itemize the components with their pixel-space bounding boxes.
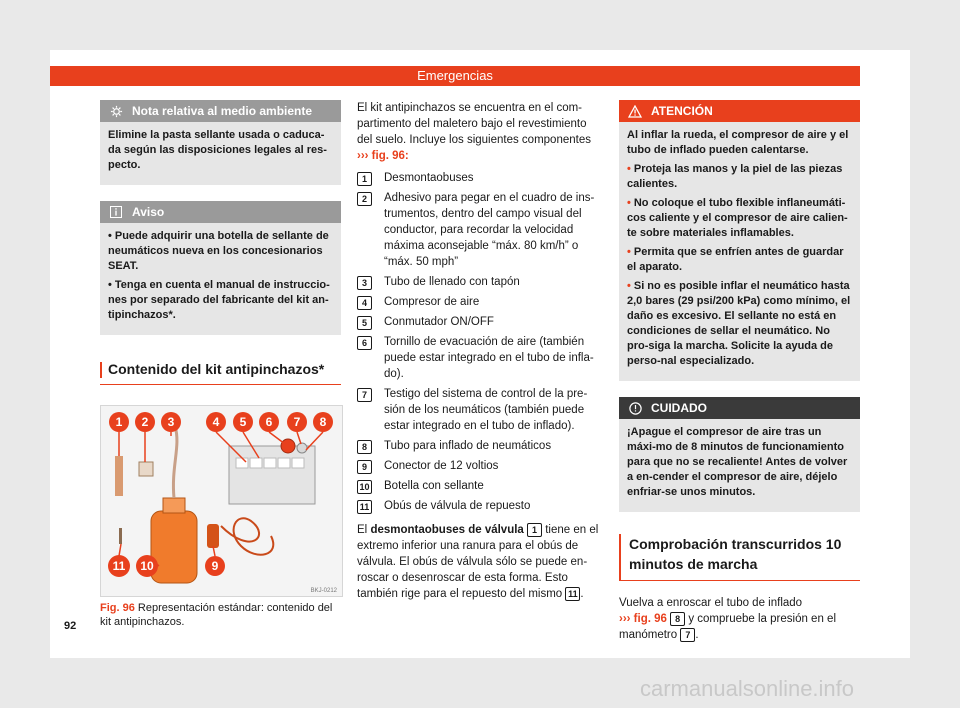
component-number: 6	[357, 336, 372, 350]
figure-caption-text: Representación estándar: contenido del kit antipinchazos.	[100, 602, 333, 629]
atencion-lead: Al inflar la rueda, el compresor de aire y el tubo de inflado pueden calentarse.	[627, 129, 849, 156]
aviso-item: • Tenga en cuenta el manual de instruccio-nes por separado del fabricante del kit an-tipinchazos*.	[108, 279, 330, 321]
component-number: 5	[357, 316, 372, 330]
cuidado-box	[619, 397, 860, 512]
ref-number: 11	[565, 587, 580, 601]
callout-10: 10	[140, 559, 154, 574]
figure-code: BKJ-0212	[310, 588, 337, 595]
aviso-item: • Puede adquirir una botella de sellante de neumáticos nueva en los concesionarios SEAT.	[108, 230, 329, 272]
component-number: 10	[357, 480, 372, 494]
callout-4: 4	[212, 415, 220, 430]
component-item	[357, 498, 604, 514]
aviso-box	[100, 201, 341, 335]
outro-paragraph: El desmontaobuses de válvula 1 tiene en el extremo inferior una ranura para el obús de válvula. El obús de válvula sólo se puede en-roscar o desenroscar de esta forma. Esto también rige para el repuesto del mismo 11 .	[357, 524, 599, 600]
section-title-check: Comprobación transcurridos 10 minutos de marcha	[619, 534, 860, 581]
callout-8: 8	[319, 415, 327, 430]
component-number: 11	[357, 500, 372, 514]
callout-3: 3	[167, 415, 175, 430]
callout-5: 5	[239, 415, 247, 430]
valve-tool-term: desmontaobuses de válvula	[370, 524, 524, 536]
leaf-icon	[108, 103, 124, 119]
alert-circle-icon	[627, 400, 643, 416]
component-text: Desmontaobuses	[384, 172, 474, 184]
components-list	[357, 170, 604, 514]
component-text: Tubo para inflado de neumáticos	[384, 440, 552, 452]
info-icon	[108, 204, 124, 220]
atencion-box	[619, 100, 860, 381]
kit-illustration	[101, 406, 342, 596]
atencion-body	[619, 122, 860, 381]
callout-9: 9	[211, 559, 219, 574]
section-title-kit: Contenido del kit antipinchazos*	[100, 361, 341, 385]
page-header: Emergencias	[50, 66, 860, 86]
atencion-item: • Proteja las manos y la piel de las piezas calientes.	[627, 163, 843, 190]
warning-icon	[627, 103, 643, 119]
cuidado-header	[619, 397, 860, 419]
ref-number: 1	[527, 523, 542, 537]
component-number: 3	[357, 276, 372, 290]
figure-caption	[100, 601, 341, 629]
component-text: Compresor de aire	[384, 296, 480, 308]
column-left	[100, 100, 341, 629]
environment-note-header	[100, 100, 341, 122]
page-number: 92	[64, 620, 77, 632]
component-item	[357, 274, 604, 290]
column-right	[619, 100, 860, 643]
component-item	[357, 294, 604, 310]
ref-number: 7	[680, 628, 695, 642]
atencion-item: • Permita que se enfríen antes de guardar el aparato.	[627, 246, 844, 273]
component-text: Adhesivo para pegar en el cuadro de ins-trumentos, dentro del campo visual del conductor, para recordar la velocidad máxima aconsejable “máx. 80 km/h” o “máx. 50 mph”	[384, 192, 595, 268]
component-text: Obús de válvula de repuesto	[384, 500, 531, 512]
kit-figure	[100, 405, 343, 597]
component-item	[357, 386, 604, 434]
callout-6: 6	[265, 415, 273, 430]
component-number: 9	[357, 460, 372, 474]
component-number: 8	[357, 440, 372, 454]
callout-1: 1	[115, 415, 123, 430]
component-item	[357, 458, 604, 474]
watermark-logo: carmanualsonline.info	[640, 676, 855, 701]
ref-number: 8	[670, 612, 685, 626]
component-text: Botella con sellante	[384, 480, 484, 492]
aviso-body	[100, 223, 341, 335]
callout-7: 7	[293, 415, 301, 430]
component-number: 1	[357, 172, 372, 186]
column-middle	[357, 100, 604, 602]
environment-note-box	[100, 100, 341, 185]
figure-ref-link[interactable]: ››› fig. 96	[619, 613, 667, 625]
component-text: Tubo de llenado con tapón	[384, 276, 520, 288]
component-number: 2	[357, 192, 372, 206]
figure-label: Fig. 96	[100, 602, 135, 615]
intro-paragraph: El kit antipinchazos se encuentra en el com-partimento del maletero bajo el revestimiento del suelo. Incluye los siguientes componentes ››› fig. 96:	[357, 102, 591, 162]
cuidado-body	[619, 419, 860, 512]
environment-note-title: Nota relativa al medio ambiente	[132, 104, 313, 118]
callout-2: 2	[141, 415, 149, 430]
component-text: Testigo del sistema de control de la pre-sión de los neumáticos (también puede estar integrado en el tubo de inflado).	[384, 388, 588, 432]
atencion-item: • No coloque el tubo flexible inflaneumáti-cos caliente y el compresor de aire calien-te sobre materiales inflamables.	[627, 197, 848, 239]
figure-ref-link[interactable]: ››› fig. 96:	[357, 150, 409, 162]
component-item	[357, 170, 604, 186]
cuidado-title: CUIDADO	[651, 401, 707, 415]
component-text: Conmutador ON/OFF	[384, 316, 494, 328]
component-item	[357, 190, 604, 270]
check-paragraph: Vuelva a enroscar el tubo de inflado ››› fig. 96 8 y compruebe la presión en el manómetro 7 .	[619, 597, 836, 641]
component-text: Tornillo de evacuación de aire (también puede estar integrado en el tubo de infla-do).	[384, 336, 594, 380]
component-text: Conector de 12 voltios	[384, 460, 499, 472]
atencion-title: ATENCIÓN	[651, 104, 713, 118]
component-item	[357, 334, 604, 382]
component-number: 7	[357, 388, 372, 402]
component-item	[357, 314, 604, 330]
aviso-header	[100, 201, 341, 223]
component-item	[357, 438, 604, 454]
component-item	[357, 478, 604, 494]
aviso-title: Aviso	[132, 205, 165, 219]
atencion-header	[619, 100, 860, 122]
cuidado-text: ¡Apague el compresor de aire tras un máxi-mo de 8 minutos de funcionamiento para que no se recaliente! Antes de volver a en-cender el compresor de aire, déjelo enfriar-se unos minutos.	[627, 426, 848, 498]
callout-11: 11	[112, 559, 126, 574]
title-accent-bar	[100, 362, 102, 378]
environment-note-body	[100, 122, 341, 185]
component-number: 4	[357, 296, 372, 310]
atencion-item: • Si no es posible inflar el neumático hasta 2,0 bares (29 psi/200 kPa) como mínimo, el daño es excesivo. El sellante no está en condiciones de sellar el neumático. No pro-siga la marcha. Solicite la ayuda de perso-nal especializado.	[627, 280, 851, 367]
environment-note-text: Elimine la pasta sellante usada o caduca-da según las disposiciones legales al res-pecto.	[108, 129, 327, 171]
